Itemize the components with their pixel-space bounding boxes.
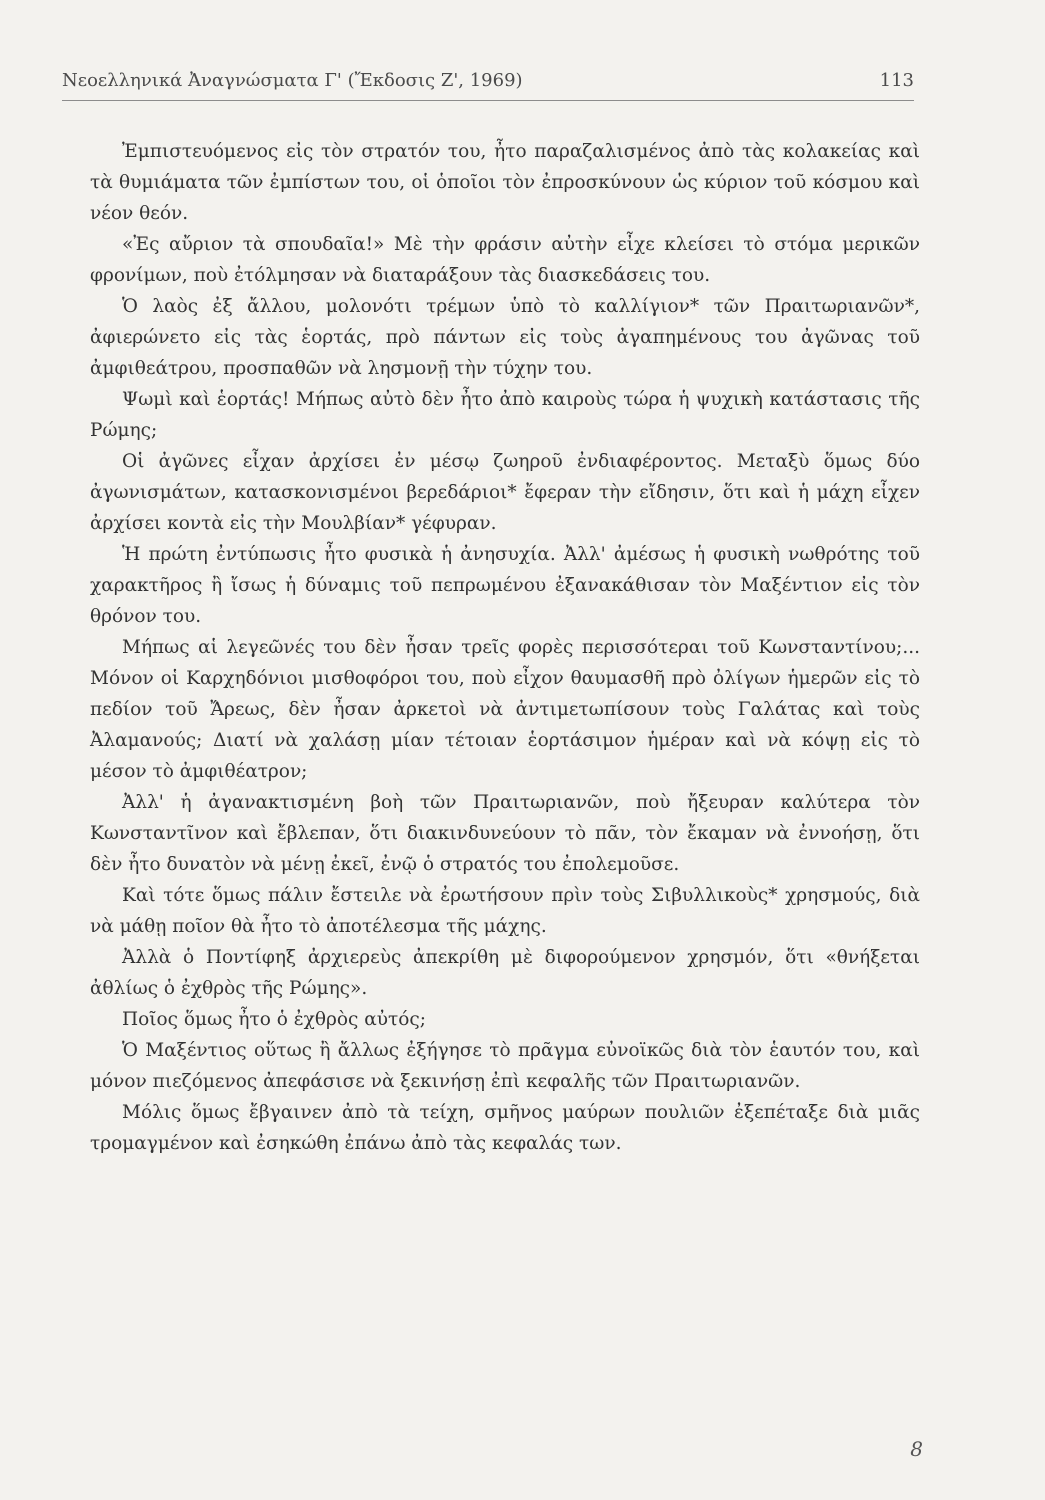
paragraph: Ποῖος ὅμως ἦτο ὁ ἐχθρὸς αὐτός; — [122, 1009, 426, 1030]
paragraph: Ὁ λαὸς ἐξ ἄλλου, μολονότι τρέμων ὑπὸ τὸ καλλίγιον* τῶν Πραιτωριανῶν*, ἀφιερώνετο εἰς τὰς ἑορτάς, πρὸ πάντων εἰς τοὺς ἀγαπημένους του ἀγῶνας τοῦ ἀμφιθεάτρου, προσπαθῶν νὰ λησμονῇ τὴν τύχην του. — [90, 296, 920, 379]
paragraph: Ἐμπιστευόμενος εἰς τὸν στρατόν του, ἦτο παραζαλισμένος ἀπὸ τὰς κολακείας καὶ τὰ θυμιάματα τῶν ἐμπίστων του, οἱ ὁποῖοι τὸν ἐπροσκύνουν ὡς κύριον τοῦ κόσμου καὶ νέον θεόν. — [90, 141, 920, 224]
page-number: 113 — [879, 70, 914, 91]
paragraph: Οἱ ἀγῶνες εἶχαν ἀρχίσει ἐν μέσῳ ζωηροῦ ἐνδιαφέροντος. Μεταξὺ ὅμως δύο ἀγωνισμάτων, κατασκονισμένοι βερεδάριοι* ἔφεραν τὴν εἴδησιν, ὅτι καὶ ἡ μάχη εἶχεν ἀρχίσει κοντὰ εἰς τὴν Μουλβίαν* γέφυραν. — [90, 451, 920, 534]
body-text — [90, 136, 920, 1159]
paragraph: Ἡ πρώτη ἐντύπωσις ἦτο φυσικὰ ἡ ἀνησυχία. Ἀλλ' ἀμέσως ἡ φυσικὴ νωθρότης τοῦ χαρακτῆρος ἢ ἴσως ἡ δύναμις τοῦ πεπρωμένου ἐξανακάθισαν τὸν Μαξέντιον εἰς τὸν θρόνον του. — [90, 544, 920, 627]
paragraph: Καὶ τότε ὅμως πάλιν ἔστειλε νὰ ἐρωτήσουν πρὶν τοὺς Σιβυλλικοὺς* χρησμούς, διὰ νὰ μάθῃ ποῖον θὰ ἦτο τὸ ἀποτέλεσμα τῆς μάχης. — [90, 885, 920, 937]
running-header — [62, 66, 914, 101]
paragraph: «Ἐς αὔριον τὰ σπουδαῖα!» Μὲ τὴν φράσιν αὐτὴν εἶχε κλείσει τὸ στόμα μερικῶν φρονίμων, ποὺ ἐτόλμησαν νὰ διαταράξουν τὰς διασκεδάσεις του. — [90, 234, 920, 286]
signature-folio: 8 — [910, 1437, 923, 1461]
paragraph: Ψωμὶ καὶ ἑορτάς! Μήπως αὐτὸ δὲν ἦτο ἀπὸ καιροὺς τώρα ἡ ψυχικὴ κατάστασις τῆς Ρώμης; — [90, 389, 920, 441]
running-title: Νεοελληνικά Ἀναγνώσματα Γ' (Ἔκδοσις Ζ', 1969) — [62, 70, 523, 91]
paragraph: Ἀλλ' ἡ ἀγανακτισμένη βοὴ τῶν Πραιτωριανῶν, ποὺ ἤξευραν καλύτερα τὸν Κωνσταντῖνον καὶ ἔβλεπαν, ὅτι διακινδυνεύουν τὸ πᾶν, τὸν ἔκαμαν νὰ ἐννοήσῃ, ὅτι δὲν ἦτο δυνατὸν νὰ μένῃ ἐκεῖ, ἐνῷ ὁ στρατός του ἐπολεμοῦσε. — [90, 792, 920, 875]
paragraph: Ἀλλὰ ὁ Ποντίφηξ ἀρχιερεὺς ἀπεκρίθη μὲ διφορούμενον χρησμόν, ὅτι «θνήξεται ἀθλίως ὁ ἐχθρὸς τῆς Ρώμης». — [90, 947, 920, 999]
paragraph: Ὁ Μαξέντιος οὕτως ἢ ἄλλως ἐξήγησε τὸ πρᾶγμα εὐνοϊκῶς διὰ τὸν ἑαυτόν του, καὶ μόνον πιεζόμενος ἀπεφάσισε νὰ ξεκινήσῃ ἐπὶ κεφαλῆς τῶν Πραιτωριανῶν. — [90, 1040, 920, 1092]
paragraph: Μήπως αἱ λεγεῶνές του δὲν ἦσαν τρεῖς φορὲς περισσότεραι τοῦ Κωνσταντίνου;... Μόνον οἱ Καρχηδόνιοι μισθοφόροι του, ποὺ εἶχον θαυμασθῆ πρὸ ὀλίγων ἡμερῶν εἰς τὸ πεδίον τοῦ Ἄρεως, δὲν ἦσαν ἀρκετοὶ νὰ ἀντιμετωπίσουν τοὺς Γαλάτας καὶ τοὺς Ἀλαμανούς; Διατί νὰ χαλάσῃ μίαν τέτοιαν ἑορτάσιμον ἡμέραν καὶ νὰ κόψῃ εἰς τὸ μέσον τὸ ἀμφιθέατρον; — [90, 637, 920, 782]
paragraph: Μόλις ὅμως ἔβγαινεν ἀπὸ τὰ τείχη, σμῆνος μαύρων πουλιῶν ἐξεπέταξε διὰ μιᾶς τρομαγμένον καὶ ἐσηκώθη ἐπάνω ἀπὸ τὰς κεφαλάς των. — [90, 1102, 920, 1154]
